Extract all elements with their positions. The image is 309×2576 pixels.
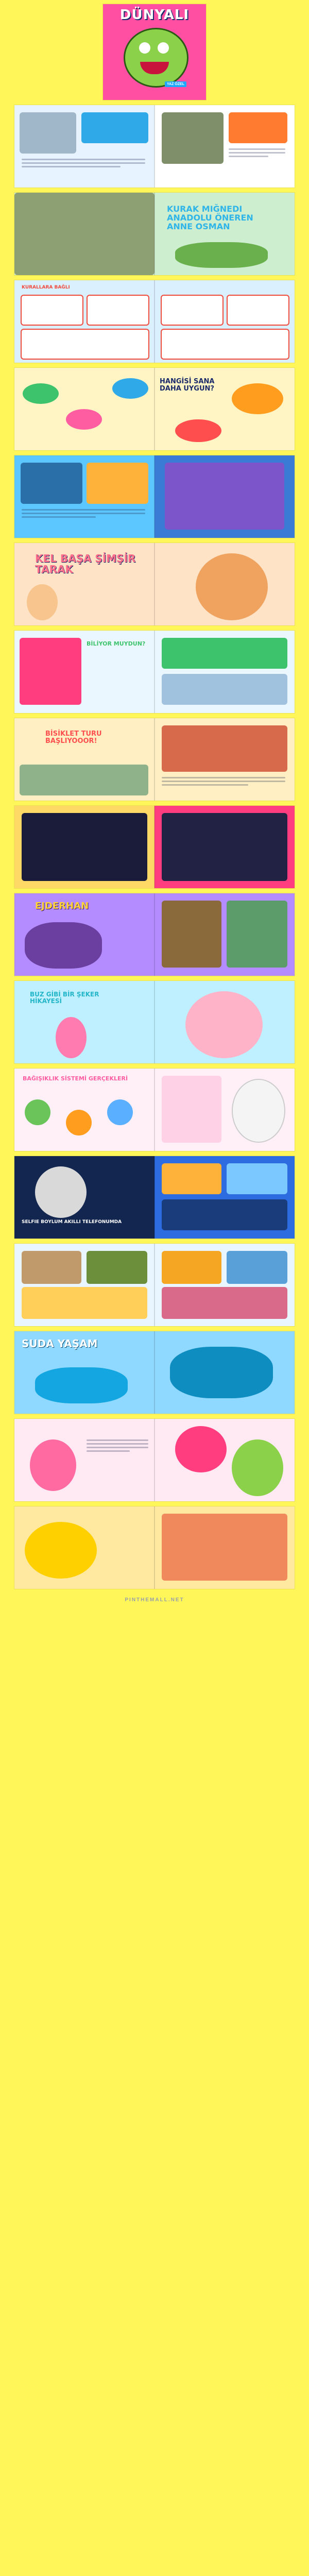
- body-text: [162, 777, 285, 788]
- gutter: [154, 718, 155, 801]
- photo: [162, 901, 221, 968]
- germ-illustration: [107, 1099, 133, 1125]
- spread-heading: BİLİYOR MUYDUN?: [87, 640, 146, 647]
- spread-10-right-page: [154, 893, 295, 976]
- cartoon-illustration: [175, 242, 268, 268]
- spread-heading: SUDA YAŞAM: [22, 1337, 98, 1350]
- photo: [162, 674, 287, 705]
- photo: [162, 1163, 221, 1194]
- comic-panel: [21, 329, 149, 360]
- watermark: PINTHEMALL.NET: [125, 1597, 184, 1603]
- spread-8-left-page: [14, 718, 154, 801]
- photo: [14, 193, 154, 275]
- photo: [162, 725, 287, 772]
- spread-4-right-page: [154, 368, 295, 450]
- gutter: [154, 631, 155, 713]
- gutter: [154, 981, 155, 1063]
- photo: [227, 1163, 287, 1194]
- comic-panel: [227, 295, 289, 326]
- spread-17-right-page: [154, 1506, 295, 1589]
- spread-3[interactable]: [14, 280, 295, 363]
- gutter: [154, 1069, 155, 1151]
- quiz-bubble: [112, 378, 148, 399]
- spread-8-right-page: [154, 718, 295, 801]
- spread-16-right-page: [154, 1419, 295, 1501]
- spread-10[interactable]: [14, 893, 295, 976]
- info-box: [162, 1076, 221, 1143]
- spread-14[interactable]: [14, 1244, 295, 1326]
- cover-badge: YAZ ÖZEL: [165, 81, 186, 87]
- info-box: [81, 112, 148, 143]
- spread-2[interactable]: [14, 193, 295, 275]
- spread-heading: BUZ GİBİ BİR ŞEKER HİKAYESİ: [30, 991, 99, 1005]
- spread-8[interactable]: [14, 718, 295, 801]
- gutter: [154, 543, 155, 625]
- body-text: [229, 148, 285, 159]
- body-text: [22, 159, 145, 170]
- cartoon-character: [30, 1439, 76, 1491]
- spread-13[interactable]: [14, 1156, 295, 1239]
- spread-9[interactable]: [14, 806, 295, 888]
- quiz-bubble: [232, 383, 283, 414]
- astronaut-illustration: [35, 1166, 87, 1218]
- photo: [22, 1251, 81, 1284]
- fish-illustration: [35, 1367, 128, 1403]
- monster-eye-right: [158, 42, 169, 54]
- spread-heading: HANGİSİ SANA DAHA UYGUN?: [160, 378, 215, 393]
- gutter: [154, 1506, 155, 1589]
- spread-2-right-page: [154, 193, 295, 275]
- spread-4-left-page: [14, 368, 154, 450]
- gutter: [154, 893, 155, 976]
- gutter: [154, 368, 155, 450]
- photo: [162, 1199, 287, 1230]
- cartoon-character: [185, 991, 263, 1058]
- gutter: [154, 806, 155, 888]
- info-box: [229, 112, 287, 143]
- monster-illustration: [124, 28, 188, 88]
- spread-14-left-page: [14, 1244, 154, 1326]
- info-box: [162, 638, 287, 669]
- comic-panel: [161, 329, 289, 360]
- spread-13-right-page: [154, 1156, 295, 1239]
- spread-5-right-page: [154, 455, 295, 538]
- quiz-bubble: [175, 419, 221, 442]
- photo: [20, 765, 148, 795]
- photo: [162, 112, 224, 164]
- spread-heading: KURALLARA BAĞLI: [22, 285, 70, 290]
- gutter: [154, 280, 155, 363]
- spread-13-left-page: [14, 1156, 154, 1239]
- spread-heading: BİSİKLET TURU BAŞLIYOOOR!: [45, 730, 102, 745]
- spread-heading: SELFIE BOYLUM AKILLI TELEFONUMDA: [22, 1219, 122, 1225]
- quiz-bubble: [66, 409, 102, 430]
- spread-1-right-page: [154, 105, 295, 188]
- spread-7-right-page: [154, 631, 295, 713]
- spread-3-right-page: [154, 280, 295, 363]
- spread-9-right-page: [154, 806, 295, 888]
- photo: [162, 1287, 287, 1319]
- spread-16-left-page: [14, 1419, 154, 1501]
- gutter: [154, 193, 155, 275]
- cartoon-character: [232, 1439, 283, 1496]
- spread-12-right-page: [154, 1069, 295, 1151]
- comic-panel: [87, 295, 149, 326]
- body-text: [87, 1439, 148, 1454]
- spread-16[interactable]: [14, 1419, 295, 1501]
- photo: [21, 463, 82, 504]
- fish-illustration: [170, 1347, 273, 1398]
- spread-6-right-page: [154, 543, 295, 625]
- spread-12-left-page: [14, 1069, 154, 1151]
- spread-1-left-page: [14, 105, 154, 188]
- spread-15-right-page: [154, 1331, 295, 1414]
- spread-7-left-page: [14, 631, 154, 713]
- dragon-illustration: [25, 922, 102, 969]
- spread-17-left-page: [14, 1506, 154, 1589]
- spread-10-left-page: [14, 893, 154, 976]
- photo: [87, 1251, 147, 1284]
- spread-3-left-page: [14, 280, 154, 363]
- spread-heading: BAĞIŞIKLIK SİSTEMİ GERÇEKLERİ: [23, 1075, 128, 1082]
- spread-7[interactable]: [14, 631, 295, 713]
- germ-illustration: [25, 1099, 50, 1125]
- cartoon-character: [196, 553, 268, 620]
- photo: [162, 1251, 221, 1284]
- body-text: [22, 509, 145, 520]
- photo: [22, 1287, 147, 1319]
- photo: [227, 901, 287, 968]
- spread-5[interactable]: [14, 455, 295, 538]
- spread-1[interactable]: [14, 105, 295, 188]
- gutter: [154, 455, 155, 538]
- gutter: [154, 105, 155, 188]
- spread-14-right-page: [154, 1244, 295, 1326]
- spread-6-left-page: [14, 543, 154, 625]
- spread-heading: EJDERHAN: [35, 901, 89, 911]
- cover-title: DÜNYALI: [119, 7, 190, 23]
- photo: [165, 463, 284, 530]
- cartoon-character: [27, 584, 58, 620]
- comic-panel: [21, 295, 83, 326]
- spread-heading: KURAK MIĞNEDI ANADOLU ÖNEREN ANNE OSMAN: [167, 204, 253, 231]
- photo: [162, 1514, 287, 1581]
- monster-eye-left: [139, 42, 150, 54]
- gutter: [154, 1419, 155, 1501]
- ice-cream-illustration: [56, 1017, 87, 1058]
- info-box: [20, 638, 81, 705]
- gutter: [154, 1244, 155, 1326]
- spread-6[interactable]: [14, 543, 295, 625]
- spread-11-left-page: [14, 981, 154, 1063]
- quiz-bubble: [23, 383, 59, 404]
- spread-4[interactable]: [14, 368, 295, 450]
- photo: [227, 1251, 287, 1284]
- cartoon-illustration: [25, 1522, 97, 1579]
- cartoon-skeleton: [232, 1079, 285, 1143]
- gutter: [154, 1331, 155, 1414]
- info-box: [22, 813, 147, 881]
- photo: [20, 112, 76, 154]
- comic-panel: [161, 295, 224, 326]
- germ-illustration: [66, 1110, 92, 1136]
- spread-15[interactable]: [14, 1331, 295, 1414]
- spread-11-right-page: [154, 981, 295, 1063]
- spread-11[interactable]: [14, 981, 295, 1063]
- spread-heading: KEL BAŞA ŞİMŞİR TARAK: [35, 552, 136, 575]
- spread-2-left-page: [14, 193, 154, 275]
- spread-17[interactable]: [14, 1506, 295, 1589]
- spread-15-left-page: [14, 1331, 154, 1414]
- spread-5-left-page: [14, 455, 154, 538]
- gutter: [154, 1156, 155, 1239]
- spread-12[interactable]: [14, 1069, 295, 1151]
- photo: [87, 463, 148, 504]
- spread-9-left-page: [14, 806, 154, 888]
- info-box: [162, 813, 287, 881]
- cover-spread[interactable]: [103, 4, 206, 100]
- heart-illustration: [175, 1426, 227, 1472]
